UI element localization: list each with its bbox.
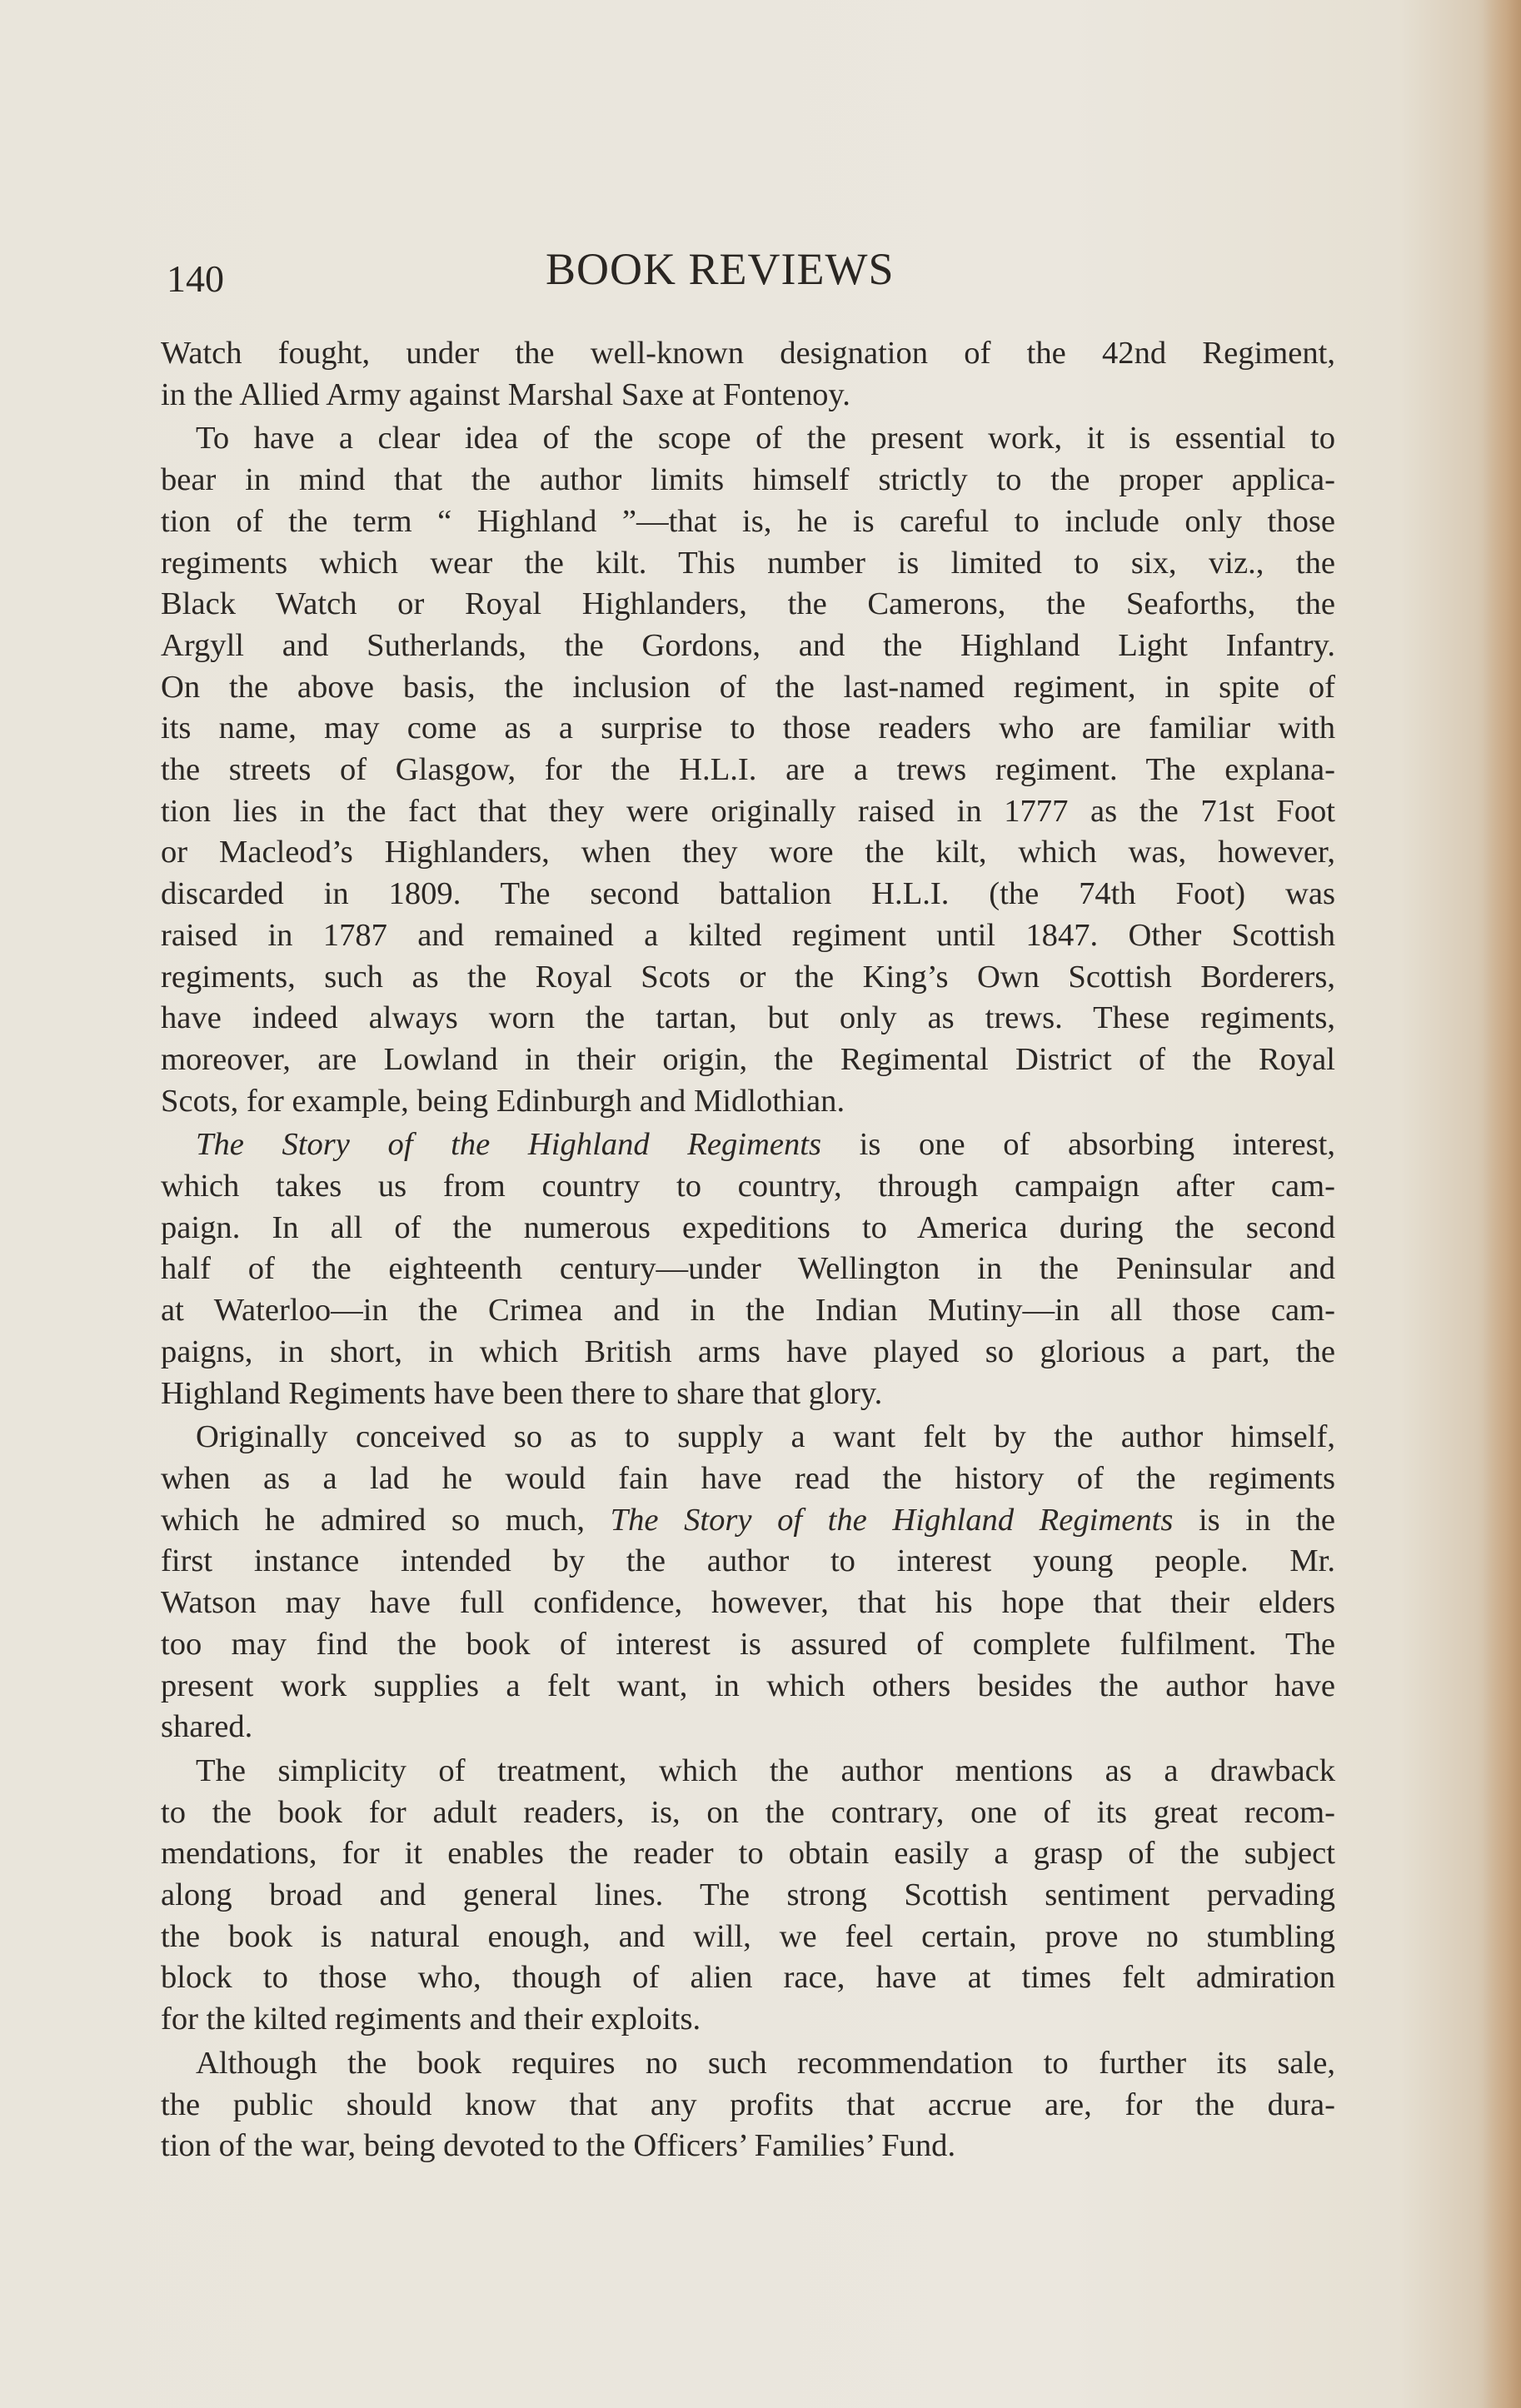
text-line: the book is natural enough, and will, we feel certain, prove no stumbling	[161, 1918, 1335, 1954]
text-segment: which he admired so much,	[161, 1502, 611, 1538]
text-line: discarded in 1809. The second battalion H.L.I. (the 74th Foot) was	[161, 876, 1335, 912]
text-segment: too may find the book of interest is assured of complete fulfilment. The	[161, 1626, 1335, 1662]
text-line: to the book for adult readers, is, on the contrary, one of its great recom-	[161, 1794, 1335, 1830]
text-line: regiments, such as the Royal Scots or the King’s Own Scottish Borderers,	[161, 959, 1335, 995]
text-line: Black Watch or Royal Highlanders, the Camerons, the Seaforths, the	[161, 586, 1335, 622]
text-line: Argyll and Sutherlands, the Gordons, and the Highland Light Infantry.	[161, 627, 1335, 663]
text-segment: present work supplies a felt want, in which others besides the author have	[161, 1668, 1335, 1703]
text-line	[161, 1249, 1335, 1290]
page-number: 140	[167, 257, 224, 300]
text-segment: when as a lad he would fain have read the history of the regiments	[161, 1460, 1335, 1496]
text-line: block to those who, though of alien race, have at times felt admiration	[161, 1960, 1335, 1996]
text-line	[161, 1124, 1335, 1166]
paragraph	[161, 1417, 1335, 1748]
running-title: BOOK REVIEWS	[546, 244, 895, 294]
text-line: mendations, for it enables the reader to obtain easily a grasp of the subject	[161, 1836, 1335, 1872]
text-line: tion of the term “ Highland ”—that is, he is careful to include only those	[161, 503, 1335, 539]
text-line	[161, 1417, 1335, 1458]
text-line: Watch fought, under the well-known designation of the 42nd Regiment,	[161, 336, 1335, 371]
text-line	[161, 1707, 1335, 1748]
italic-title-text: The Story of the Highland Regiments	[196, 1127, 821, 1163]
text-line: Although the book requires no such recommendation to further its sale,	[196, 2045, 1335, 2081]
paragraph	[161, 1751, 1335, 2041]
text-line	[161, 1500, 1335, 1542]
italic-title-text: The Story of the Highland Regiments	[610, 1502, 1174, 1538]
text-line: The simplicity of treatment, which the author mentions as a drawback	[196, 1752, 1335, 1788]
text-line: along broad and general lines. The strong Scottish sentiment pervading	[161, 1877, 1335, 1913]
text-line: tion lies in the fact that they were originally raised in 1777 as the 71st Foot	[161, 793, 1335, 829]
paragraph	[161, 1124, 1335, 1414]
text-segment: shared.	[161, 1709, 253, 1745]
text-line: for the kilted regiments and their exploits.	[161, 2002, 701, 2037]
text-line: raised in 1787 and remained a kilted regiment until 1847. Other Scottish	[161, 917, 1335, 953]
text-line	[161, 1666, 1335, 1708]
page-header	[167, 243, 1333, 310]
text-line: bear in mind that the author limits himself strictly to the proper applica-	[161, 462, 1335, 498]
text-segment: Highland Regiments have been there to share that glory.	[161, 1375, 883, 1411]
text-line	[161, 1374, 1335, 1415]
text-segment: paigns, in short, in which British arms have played so glorious a part, the	[161, 1334, 1335, 1369]
text-line	[161, 1624, 1335, 1666]
text-segment: Watson may have full confidence, however, that his hope that their elders	[161, 1585, 1335, 1621]
text-segment: at Waterloo—in the Crimea and in the Indian Mutiny—in all those cam-	[161, 1293, 1335, 1329]
text-line: in the Allied Army against Marshal Saxe at Fontenoy.	[161, 376, 850, 412]
text-line	[161, 1458, 1335, 1500]
text-line: have indeed always worn the tartan, but only as trews. These regiments,	[161, 1000, 1335, 1036]
text-line	[161, 1541, 1335, 1583]
text-line	[161, 1332, 1335, 1374]
paragraph	[161, 333, 1335, 416]
text-segment: is one of absorbing interest,	[820, 1127, 1335, 1163]
text-line: regiments which wear the kilt. This number is limited to six, viz., the	[161, 545, 1335, 581]
text-segment: Originally conceived so as to supply a want felt by the author himself,	[196, 1419, 1335, 1455]
text-line: its name, may come as a surprise to those readers who are familiar with	[161, 710, 1335, 746]
text-line: or Macleod’s Highlanders, when they wore the kilt, which was, however,	[161, 835, 1335, 870]
text-line: On the above basis, the inclusion of the last-named regiment, in spite of	[161, 669, 1335, 705]
page-spine-shadow	[1483, 0, 1521, 2408]
review-body-text	[161, 333, 1335, 2167]
text-segment: is in the	[1173, 1502, 1335, 1538]
paragraph	[161, 418, 1335, 1122]
text-line: tion of the war, being devoted to the Officers’ Families’ Fund.	[161, 2128, 956, 2164]
text-line: Scots, for example, being Edinburgh and Midlothian.	[161, 1083, 845, 1119]
text-segment: paign. In all of the numerous expeditions to America during the second	[161, 1209, 1335, 1245]
text-line	[161, 1583, 1335, 1624]
text-line	[161, 1208, 1335, 1249]
text-line: the streets of Glasgow, for the H.L.I. are a trews regiment. The explana-	[161, 752, 1335, 788]
text-segment: first instance intended by the author to interest young people. Mr.	[161, 1543, 1335, 1579]
text-line: To have a clear idea of the scope of the present work, it is essential to	[196, 421, 1335, 456]
text-line: the public should know that any profits that accrue are, for the dura-	[161, 2086, 1335, 2122]
text-line: moreover, are Lowland in their origin, the Regimental District of the Royal	[161, 1041, 1335, 1077]
paragraph	[161, 2043, 1335, 2167]
text-segment: which takes us from country to country, through campaign after cam-	[161, 1169, 1335, 1204]
text-line	[161, 1166, 1335, 1208]
text-line	[161, 1290, 1335, 1332]
text-segment: half of the eighteenth century—under Wellington in the Peninsular and	[161, 1251, 1335, 1287]
